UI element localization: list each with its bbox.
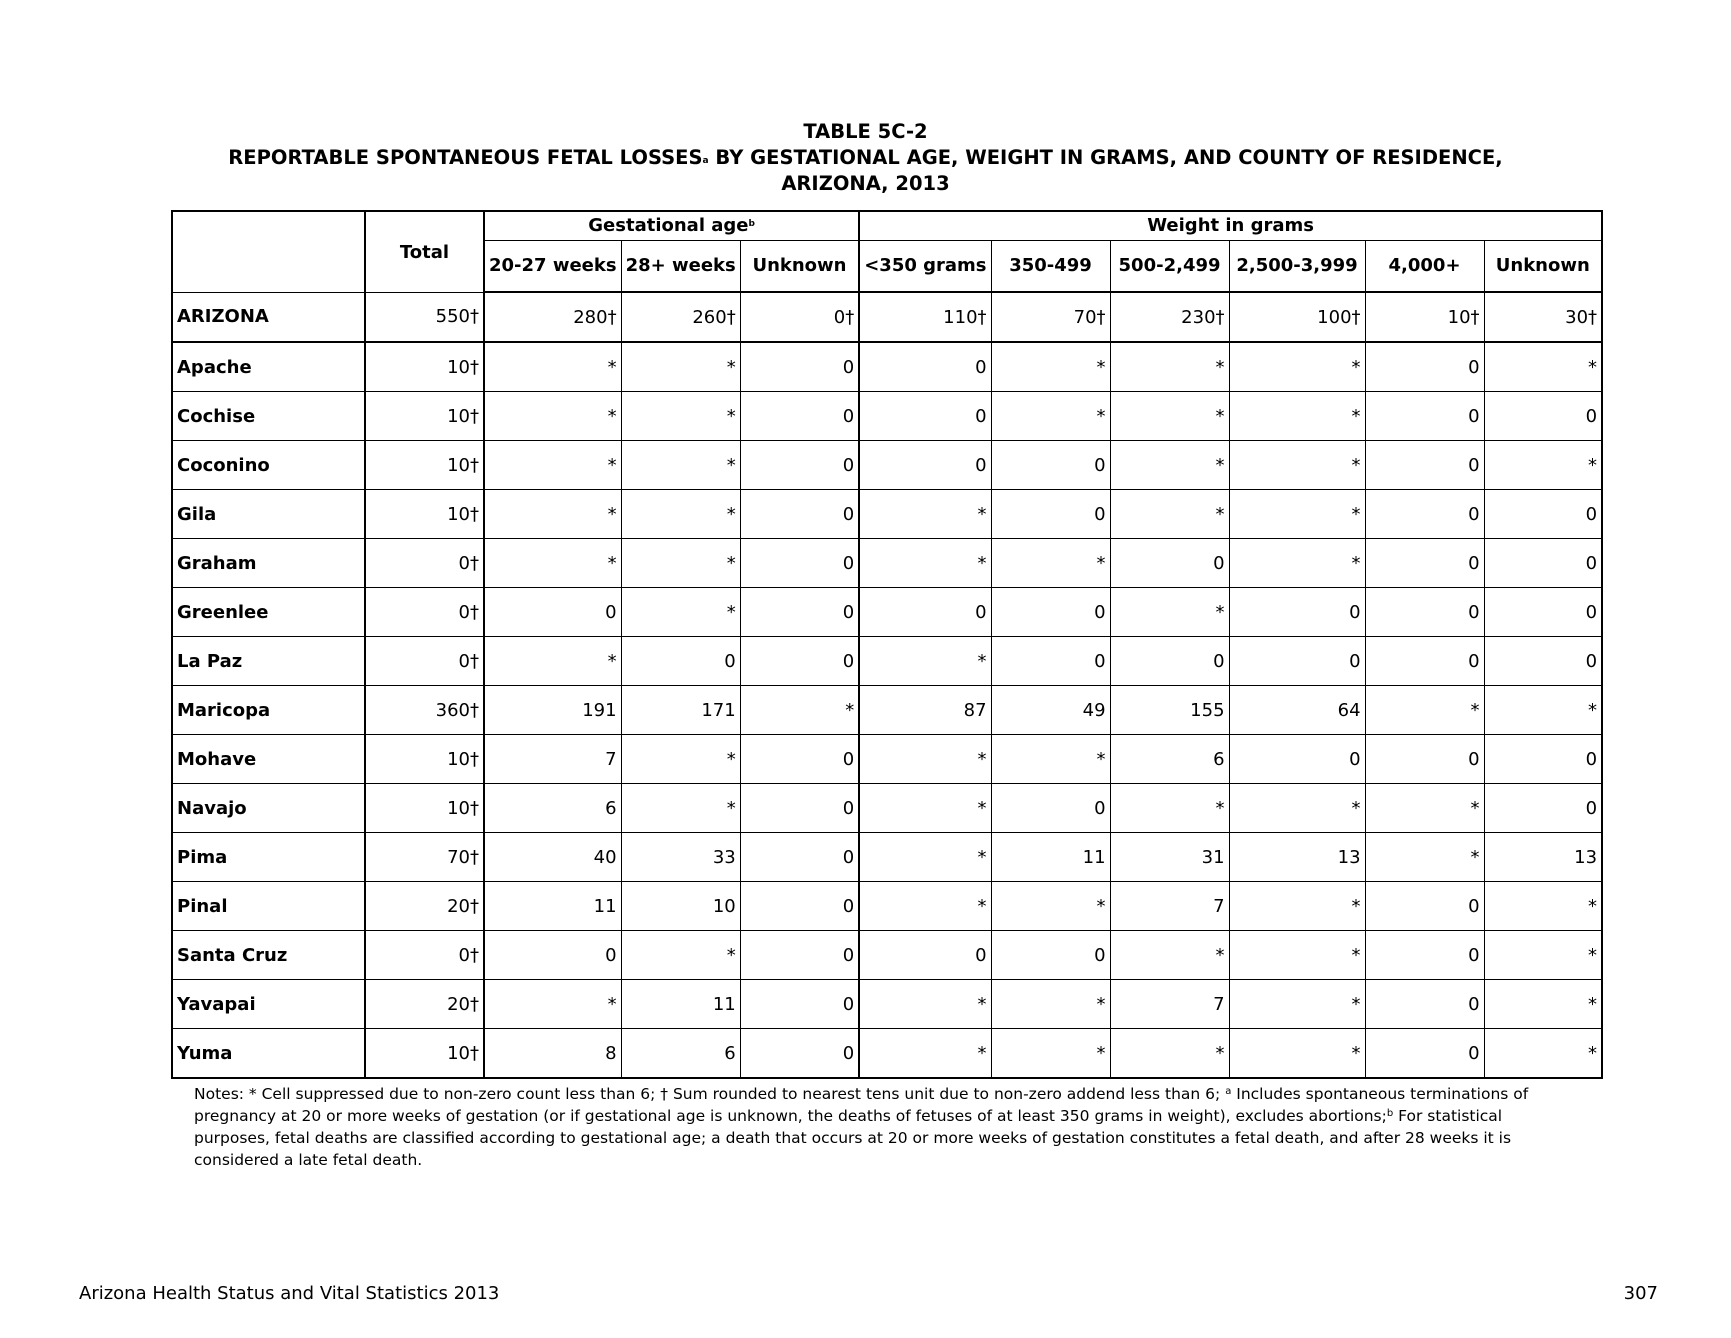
table-cell: * [1484, 1029, 1602, 1079]
county-name: Pima [172, 833, 365, 882]
table-number: TABLE 5C-2 [803, 120, 928, 143]
page-number: 307 [1623, 1283, 1658, 1304]
notes-marker-b: b [1386, 1108, 1394, 1119]
col-header-2500-3999: 2,500-3,999 [1229, 241, 1365, 293]
total-cell: 0† [365, 588, 484, 637]
table-cell: 0 [621, 637, 740, 686]
county-header-cell [172, 211, 365, 292]
col-header-350-499: 350-499 [991, 241, 1110, 293]
table-cell: * [484, 490, 621, 539]
table-cell: * [1365, 833, 1484, 882]
table-cell: * [1110, 342, 1229, 392]
table-cell: * [1484, 931, 1602, 980]
table-row [172, 931, 1602, 980]
col-header-weight-unknown: Unknown [1484, 241, 1602, 293]
table-cell: 191 [484, 686, 621, 735]
table-cell: * [1229, 882, 1365, 931]
table-cell: * [1229, 539, 1365, 588]
table-cell: 110† [859, 292, 991, 342]
table-cell: 33 [621, 833, 740, 882]
col-header-500-2499: 500-2,499 [1110, 241, 1229, 293]
total-cell: 0† [365, 931, 484, 980]
total-cell: 70† [365, 833, 484, 882]
table-cell: 0 [740, 931, 859, 980]
table-cell: 7 [1110, 882, 1229, 931]
table-cell: 0 [859, 588, 991, 637]
col-header-4000-plus: 4,000+ [1365, 241, 1484, 293]
table-cell: 0 [1365, 539, 1484, 588]
table-cell: * [1365, 784, 1484, 833]
table-cell: * [859, 539, 991, 588]
total-cell: 550† [365, 292, 484, 342]
table-cell: 6 [484, 784, 621, 833]
table-cell: 13 [1484, 833, 1602, 882]
table-cell: 0 [740, 833, 859, 882]
table-cell: 13 [1229, 833, 1365, 882]
table-row [172, 539, 1602, 588]
col-header-under-350-grams: <350 grams [859, 241, 991, 293]
table-cell: 0 [1229, 637, 1365, 686]
table-cell: * [1229, 980, 1365, 1029]
table-cell: 0 [1229, 735, 1365, 784]
table-cell: * [484, 980, 621, 1029]
table-cell: 0 [991, 931, 1110, 980]
total-cell: 10† [365, 784, 484, 833]
table-cell: * [484, 539, 621, 588]
table-cell: * [1484, 882, 1602, 931]
table-row [172, 735, 1602, 784]
table-cell: 10 [621, 882, 740, 931]
total-cell: 0† [365, 637, 484, 686]
table-cell: 0 [740, 539, 859, 588]
table-cell: * [991, 1029, 1110, 1079]
table-cell: 0 [1229, 588, 1365, 637]
county-name: Pinal [172, 882, 365, 931]
table-cell: * [1110, 1029, 1229, 1079]
notes-text-1: Notes: * Cell suppressed due to non-zero count less than 6; † Sum rounded to nearest tens unit due to non-zero addend less than 6; [194, 1085, 1226, 1103]
table-cell: 0 [740, 342, 859, 392]
table-row [172, 980, 1602, 1029]
table-cell: 11 [484, 882, 621, 931]
total-cell: 360† [365, 686, 484, 735]
table-cell: 0 [1365, 735, 1484, 784]
table-title-line2 [0, 145, 1731, 171]
county-name: La Paz [172, 637, 365, 686]
table-cell: 40 [484, 833, 621, 882]
table-cell: 0 [991, 490, 1110, 539]
total-cell: 10† [365, 735, 484, 784]
table-cell: * [859, 980, 991, 1029]
table-cell: 0 [1365, 441, 1484, 490]
county-name: Cochise [172, 392, 365, 441]
table-row [172, 441, 1602, 490]
table-cell: 0 [1484, 539, 1602, 588]
table-cell: * [740, 686, 859, 735]
table-cell: * [859, 784, 991, 833]
gestational-age-header [484, 211, 859, 241]
table-notes [194, 1083, 1534, 1171]
county-name: Yuma [172, 1029, 365, 1079]
table-body [172, 292, 1602, 1078]
table-cell: * [1229, 392, 1365, 441]
table-cell: * [1229, 931, 1365, 980]
table-cell: * [859, 1029, 991, 1079]
county-name: Apache [172, 342, 365, 392]
notes-text-3: For statistical purposes, fetal deaths are classified according to gestational age; a death that occurs at 20 or more weeks of gestation constitutes a fetal death, and after 28 weeks it is considered a late fetal death. [194, 1107, 1512, 1169]
table-cell: * [621, 931, 740, 980]
table-cell: 8 [484, 1029, 621, 1079]
table-cell: * [991, 539, 1110, 588]
table-row [172, 342, 1602, 392]
total-header: Total [365, 211, 484, 292]
county-name: Coconino [172, 441, 365, 490]
total-cell: 10† [365, 490, 484, 539]
table-cell: 0 [740, 392, 859, 441]
table-cell: 0 [1484, 735, 1602, 784]
table-cell: 10† [1365, 292, 1484, 342]
table-cell: * [1229, 342, 1365, 392]
table-cell: 0 [740, 1029, 859, 1079]
table-cell: 0 [740, 637, 859, 686]
table-cell: * [1110, 392, 1229, 441]
table-cell: * [1229, 441, 1365, 490]
table-cell: * [859, 833, 991, 882]
total-cell: 10† [365, 441, 484, 490]
county-name: Maricopa [172, 686, 365, 735]
table-cell: 0 [1484, 784, 1602, 833]
table-cell: 31 [1110, 833, 1229, 882]
title-text: REPORTABLE SPONTANEOUS FETAL LOSSES [228, 146, 703, 169]
table-cell: 230† [1110, 292, 1229, 342]
table-cell: 0 [1110, 539, 1229, 588]
table-cell: 0 [1365, 882, 1484, 931]
title-footnote-marker: a [702, 156, 709, 166]
table-cell: * [484, 441, 621, 490]
table-row [172, 490, 1602, 539]
col-header-20-27-weeks: 20-27 weeks [484, 241, 621, 293]
total-cell: 0† [365, 539, 484, 588]
table-cell: * [1484, 441, 1602, 490]
table-cell: 0 [1110, 637, 1229, 686]
table-cell: 11 [991, 833, 1110, 882]
table-title-line3: ARIZONA, 2013 [781, 172, 950, 195]
table-cell: 0 [859, 392, 991, 441]
table-cell: * [991, 882, 1110, 931]
total-cell: 10† [365, 342, 484, 392]
table-cell: 171 [621, 686, 740, 735]
table-cell: * [1110, 490, 1229, 539]
table-cell: 0 [1365, 1029, 1484, 1079]
table-row [172, 1029, 1602, 1079]
table-cell: 0 [1365, 980, 1484, 1029]
table-cell: * [621, 784, 740, 833]
table-cell: 64 [1229, 686, 1365, 735]
table-cell: 280† [484, 292, 621, 342]
table-cell: * [1484, 342, 1602, 392]
table-cell: 0 [1365, 342, 1484, 392]
table-cell: 0 [484, 931, 621, 980]
table-cell: * [484, 342, 621, 392]
table-row-state-total [172, 292, 1602, 342]
table-cell: 0 [991, 441, 1110, 490]
table-cell: * [621, 490, 740, 539]
table-cell: * [1229, 784, 1365, 833]
table-cell: 0 [740, 588, 859, 637]
table-cell: 0 [991, 784, 1110, 833]
table-row [172, 686, 1602, 735]
table-cell: 30† [1484, 292, 1602, 342]
footer-publication-title: Arizona Health Status and Vital Statistics 2013 [79, 1283, 500, 1304]
table-cell: * [621, 441, 740, 490]
county-name: Graham [172, 539, 365, 588]
table-cell: * [1110, 588, 1229, 637]
col-header-gest-unknown: Unknown [740, 241, 859, 293]
table-cell: 0 [859, 342, 991, 392]
table-cell: * [991, 980, 1110, 1029]
table-cell: * [1365, 686, 1484, 735]
table-cell: 49 [991, 686, 1110, 735]
table-cell: * [621, 342, 740, 392]
table-cell: 0 [1484, 490, 1602, 539]
table-cell: * [991, 735, 1110, 784]
county-name: Santa Cruz [172, 931, 365, 980]
notes-marker-a: a [1225, 1086, 1232, 1097]
table-cell: * [1229, 1029, 1365, 1079]
table-cell: 7 [484, 735, 621, 784]
county-name: Gila [172, 490, 365, 539]
table-cell: 11 [621, 980, 740, 1029]
total-cell: 10† [365, 1029, 484, 1079]
table-cell: 0 [740, 735, 859, 784]
title-text-rest: BY GESTATIONAL AGE, WEIGHT IN GRAMS, AND COUNTY OF RESIDENCE, [708, 146, 1503, 169]
table-cell: * [991, 342, 1110, 392]
gestational-footnote-marker: b [748, 219, 755, 229]
table-cell: 0 [1365, 588, 1484, 637]
table-cell: 6 [1110, 735, 1229, 784]
table-cell: 0 [1365, 931, 1484, 980]
table-cell: * [484, 637, 621, 686]
table-cell: 0† [740, 292, 859, 342]
gestational-age-label: Gestational age [588, 215, 749, 236]
table-cell: 260† [621, 292, 740, 342]
table-cell: 0 [1484, 588, 1602, 637]
table-cell: 6 [621, 1029, 740, 1079]
table-cell: * [859, 490, 991, 539]
table-row [172, 392, 1602, 441]
table-cell: * [621, 392, 740, 441]
county-name: Navajo [172, 784, 365, 833]
table-cell: 100† [1229, 292, 1365, 342]
table-cell: 0 [1484, 392, 1602, 441]
table-cell: 0 [859, 441, 991, 490]
table-cell: * [859, 882, 991, 931]
table-cell: * [484, 392, 621, 441]
table-cell: * [1484, 686, 1602, 735]
table-row [172, 637, 1602, 686]
county-name: Greenlee [172, 588, 365, 637]
notes-text-2: Includes spontaneous terminations of pregnancy at 20 or more weeks of gestation (or if gestational age is unknown, the deaths of fetuses of at least 350 grams in weight), excludes abortions; [194, 1085, 1529, 1125]
table-cell: * [1110, 784, 1229, 833]
county-name: ARIZONA [172, 292, 365, 342]
table-cell: 0 [740, 441, 859, 490]
table-cell: 0 [740, 784, 859, 833]
table-cell: * [621, 735, 740, 784]
county-name: Mohave [172, 735, 365, 784]
table-title [0, 119, 1731, 197]
table-cell: 0 [740, 490, 859, 539]
table-cell: * [1229, 490, 1365, 539]
table-row [172, 588, 1602, 637]
fetal-losses-table [171, 210, 1603, 1079]
table-cell: * [621, 539, 740, 588]
weight-header: Weight in grams [859, 211, 1602, 241]
total-cell: 20† [365, 980, 484, 1029]
table-cell: * [991, 392, 1110, 441]
table-cell: * [859, 637, 991, 686]
table-cell: 0 [1365, 490, 1484, 539]
table-cell: * [859, 735, 991, 784]
table-cell: 7 [1110, 980, 1229, 1029]
table-cell: * [1484, 980, 1602, 1029]
table-cell: 155 [1110, 686, 1229, 735]
table-cell: 0 [740, 882, 859, 931]
table-cell: * [1110, 441, 1229, 490]
table-cell: 70† [991, 292, 1110, 342]
table-cell: 0 [859, 931, 991, 980]
table-cell: 0 [1365, 392, 1484, 441]
table-cell: 0 [991, 588, 1110, 637]
table-cell: * [1110, 931, 1229, 980]
table-row [172, 784, 1602, 833]
table-cell: 0 [1484, 637, 1602, 686]
table-cell: 0 [1365, 637, 1484, 686]
table-cell: 0 [740, 980, 859, 1029]
table-row [172, 833, 1602, 882]
table-cell: 0 [484, 588, 621, 637]
total-cell: 10† [365, 392, 484, 441]
col-header-28-weeks: 28+ weeks [621, 241, 740, 293]
table-cell: 0 [991, 637, 1110, 686]
table-cell: 87 [859, 686, 991, 735]
county-name: Yavapai [172, 980, 365, 1029]
table-cell: * [621, 588, 740, 637]
table-row [172, 882, 1602, 931]
total-cell: 20† [365, 882, 484, 931]
